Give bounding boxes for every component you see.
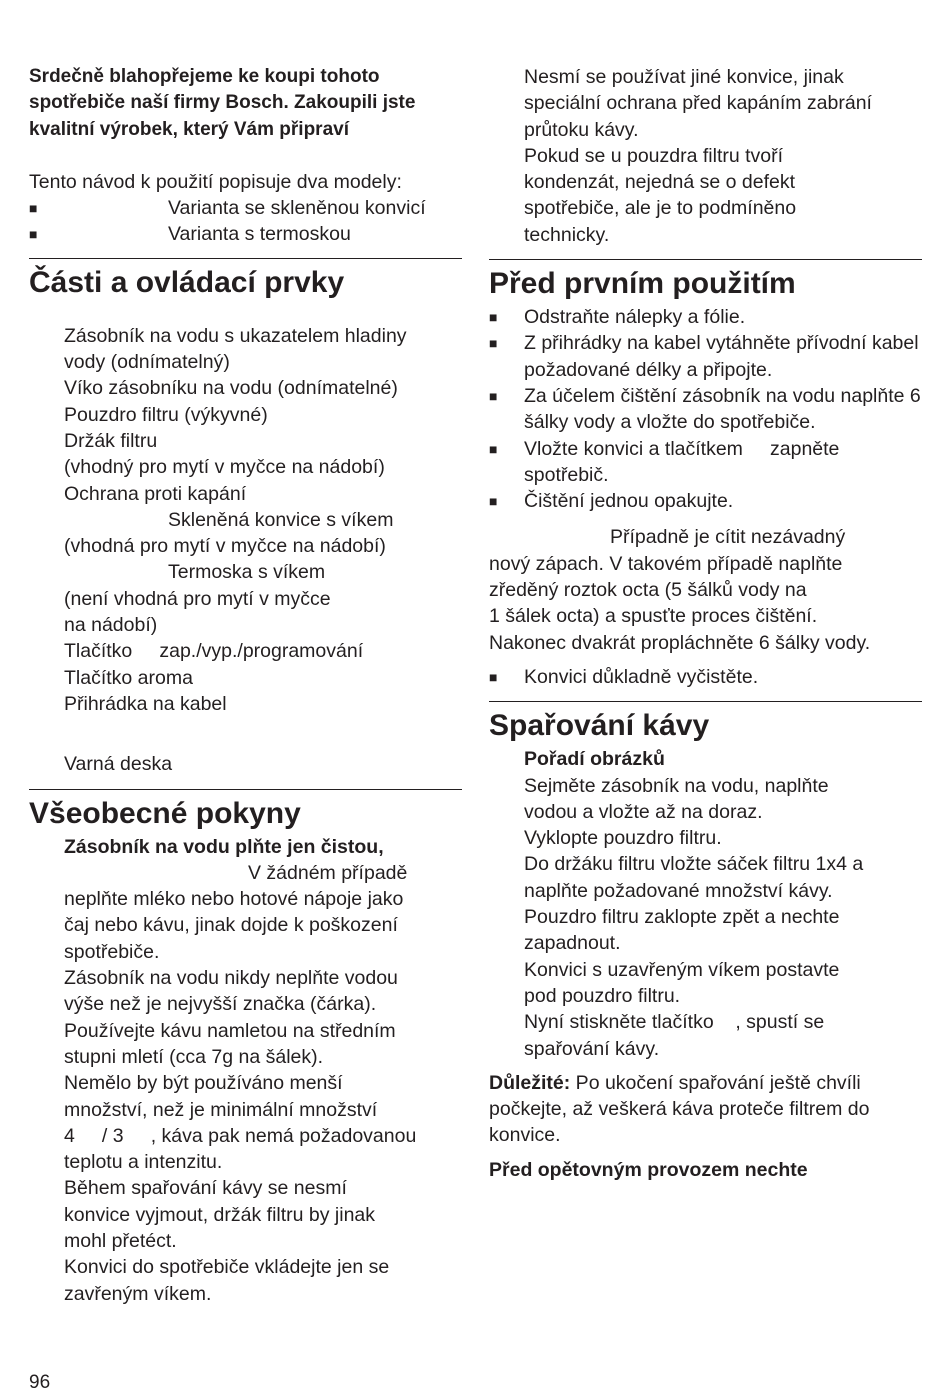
first-use-item: ■ Z přihrádky na kabel vytáhněte přívodní kabel požadované délky a připojte. xyxy=(489,330,922,383)
general-heading: Všeobecné pokyny xyxy=(29,796,301,830)
brew-order-label: Pořadí obrázků xyxy=(524,748,665,771)
important-note xyxy=(489,1070,922,1149)
part-line: na nádobí) xyxy=(64,614,158,637)
first-use-heading: Před prvním použitím xyxy=(489,267,796,301)
intro-paragraph: Srdečně blahopřejeme ke koupi tohoto spotřebiče naší firmy Bosch. Zakoupili jste kvalitní výrobek, který Vám připraví xyxy=(29,66,416,140)
first-use-note-line: nový zápach. V takovém případě naplňte xyxy=(489,552,843,575)
general-line: výše než je nejvyšší značka (čárka). xyxy=(64,993,377,1016)
part-line: (vhodný pro mytí v myčce na nádobí) xyxy=(64,456,385,479)
before-again-line: Před opětovným provozem nechte xyxy=(489,1158,808,1181)
brew-line: Pouzdro filtru zaklopte zpět a nechte xyxy=(524,906,840,929)
general-line: Během spařování kávy se nesmí xyxy=(64,1177,347,1200)
section-divider xyxy=(29,789,462,790)
important-text: Po ukočení spařování ještě chvíli počkejte, až veškerá káva proteče filtrem do konvice. xyxy=(489,1071,870,1147)
general-line: čaj nebo kávu, jinak dojde k poškození xyxy=(64,914,398,937)
brew-heading: Spařování kávy xyxy=(489,709,710,743)
section-divider xyxy=(489,259,922,260)
parts-list xyxy=(29,323,462,778)
bullet-icon: ■ xyxy=(489,440,498,457)
part-line: Varná deska xyxy=(64,753,173,776)
section-divider xyxy=(29,258,462,259)
part-line: Zásobník na vodu s ukazatelem hladiny xyxy=(64,324,407,347)
general-line: konvice vyjmout, držák filtru by jinak xyxy=(64,1203,376,1226)
general-line: 4 / 3 , káva pak nemá požadovanou xyxy=(64,1124,417,1147)
part-line: (není vhodná pro mytí v myčce xyxy=(64,587,331,610)
brew-line: naplňte požadované množství kávy. xyxy=(524,879,833,902)
general-line: mohl přetéct. xyxy=(64,1229,177,1252)
important-label: Důležité: xyxy=(489,1071,571,1094)
general-line: stupni mletí (cca 7g na šálek). xyxy=(64,1045,324,1068)
models-intro: Tento návod k použití popisuje dva modely: xyxy=(29,170,402,193)
general-line: Konvici do spotřebiče vkládejte jen se xyxy=(64,1256,390,1279)
bullet-icon: ■ xyxy=(489,387,498,404)
part-line: Tlačítko zap./vyp./programování xyxy=(64,640,364,663)
part-line: Přihrádka na kabel xyxy=(64,692,227,715)
right-column xyxy=(489,64,922,1183)
note-line: speciální ochrana před kapáním zabrání xyxy=(524,92,872,115)
part-line: Tlačítko aroma xyxy=(64,666,193,689)
section-divider xyxy=(489,701,922,702)
brew-line: Konvici s uzavřeným víkem postavte xyxy=(524,958,840,981)
bullet-icon: ■ xyxy=(489,668,498,685)
general-line: V žádném případě xyxy=(248,861,408,884)
brew-line: vodou a vložte až na doraz. xyxy=(524,800,763,823)
general-line: teplotu a intenzitu. xyxy=(64,1151,223,1174)
part-line: Držák filtru xyxy=(64,429,158,452)
brew-line: Vyklopte pouzdro filtru. xyxy=(524,827,722,850)
first-use-item: ■ Za účelem čištění zásobník na vodu naplňte 6 šálky vody a vložte do spotřebiče. xyxy=(489,383,922,436)
brew-line: Nyní stiskněte tlačítko , spustí se xyxy=(524,1011,825,1034)
bullet-icon: ■ xyxy=(489,309,498,326)
note-line: Nesmí se používat jiné konvice, jinak xyxy=(524,66,844,88)
model-item: ■ Varianta s termoskou xyxy=(29,221,462,247)
first-use-note-line: zředěný roztok octa (5 šálků vody na xyxy=(489,579,807,602)
bullet-icon: ■ xyxy=(29,200,38,217)
first-use-item: ■ Vložte konvici a tlačítkem zapněte spotřebič. xyxy=(489,436,922,489)
part-line: Ochrana proti kapání xyxy=(64,482,247,505)
part-line: Termoska s víkem xyxy=(168,561,326,584)
first-use-note-line: Případně je cítit nezávadný xyxy=(610,526,846,549)
first-use-note-line: Nakonec dvakrát propláchněte 6 šálky vody. xyxy=(489,631,871,654)
note-line: kondenzát, nejedná se o defekt xyxy=(524,171,796,194)
brew-line: Do držáku filtru vložte sáček filtru 1x4 a xyxy=(524,853,864,876)
general-bold-line: Zásobník na vodu plňte jen čistou, xyxy=(64,835,384,858)
brew-line: spařování kávy. xyxy=(524,1037,660,1060)
first-use-note-line: 1 šálek octa) a spusťte proces čištění. xyxy=(489,605,818,628)
general-line: spotřebiče. xyxy=(64,940,160,963)
general-line: Nemělo by být používáno menší xyxy=(64,1072,343,1095)
brew-line: Sejměte zásobník na vodu, naplňte xyxy=(524,774,829,797)
page-number: 96 xyxy=(29,1372,51,1393)
general-line: zavřeným víkem. xyxy=(64,1282,212,1305)
note-line: Pokud se u pouzdra filtru tvoří xyxy=(524,144,784,167)
first-use-item: ■ Čištění jednou opakujte. xyxy=(489,488,922,514)
part-line: (vhodná pro mytí v myčce na nádobí) xyxy=(64,535,386,558)
general-line: neplňte mléko nebo hotové nápoje jako xyxy=(64,888,404,911)
note-line: průtoku kávy. xyxy=(524,118,639,141)
first-use-item: ■ Odstraňte nálepky a fólie. xyxy=(489,304,922,330)
model-item: ■ Varianta se skleněnou konvicí xyxy=(29,195,462,221)
part-line: Pouzdro filtru (výkyvné) xyxy=(64,403,268,426)
first-use-item: ■ Konvici důkladně vyčistěte. xyxy=(489,664,922,690)
bullet-icon: ■ xyxy=(29,226,38,243)
left-column xyxy=(29,64,462,1307)
parts-heading: Části a ovládací prvky xyxy=(29,265,345,299)
general-line: Používejte kávu namletou na středním xyxy=(64,1019,396,1042)
part-line: Skleněná konvice s víkem xyxy=(168,508,394,531)
brew-line: zapadnout. xyxy=(524,932,621,955)
note-line: technicky. xyxy=(524,223,610,246)
bullet-icon: ■ xyxy=(489,335,498,352)
bullet-icon: ■ xyxy=(489,493,498,510)
brew-line: pod pouzdro filtru. xyxy=(524,984,681,1007)
part-line: vody (odnímatelný) xyxy=(64,351,230,374)
general-line: Zásobník na vodu nikdy neplňte vodou xyxy=(64,967,398,990)
part-line: Víko zásobníku na vodu (odnímatelné) xyxy=(64,377,398,400)
general-line: množství, než je minimální množství xyxy=(64,1098,378,1121)
note-line: spotřebiče, ale je to podmíněno xyxy=(524,197,797,220)
